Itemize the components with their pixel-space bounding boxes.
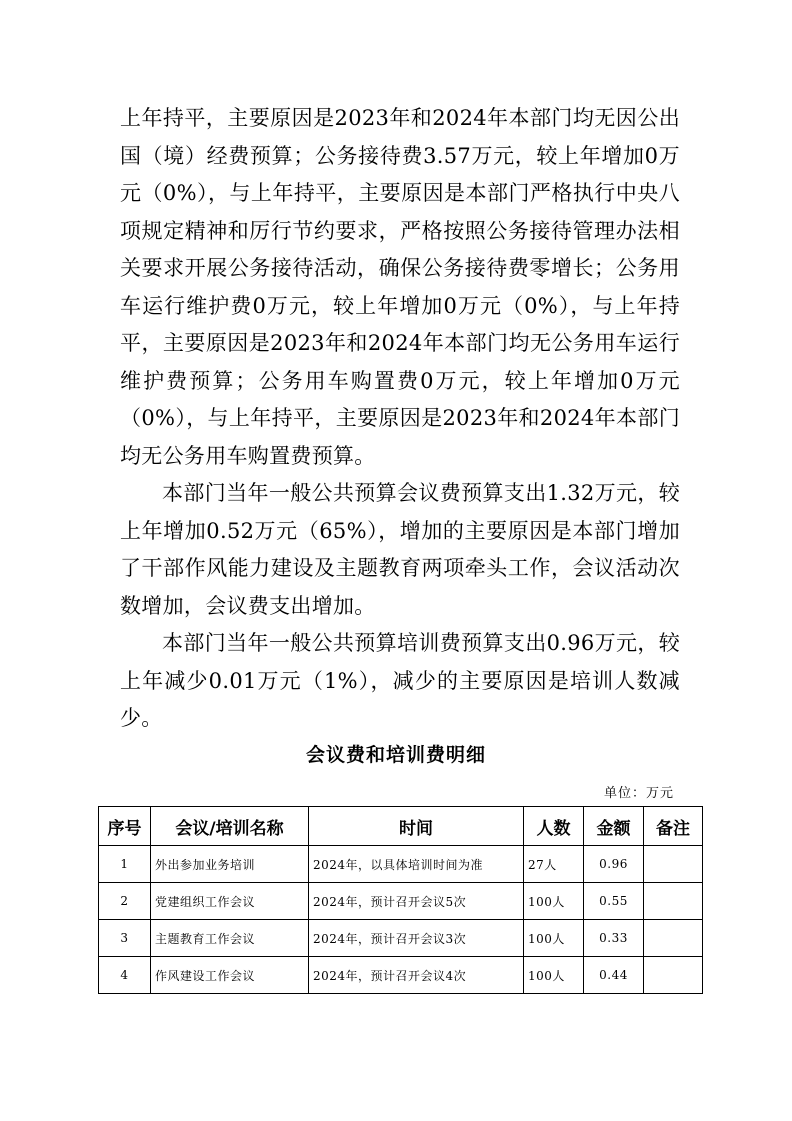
header-time: 时间 — [309, 807, 524, 846]
cell-time: 2024年，预计召开会议4次 — [309, 957, 524, 994]
cell-index: 1 — [99, 846, 151, 883]
cell-amount: 0.96 — [584, 846, 644, 883]
table-row — [99, 957, 703, 994]
cell-people: 100人 — [524, 920, 584, 957]
cell-people: 100人 — [524, 957, 584, 994]
cell-time: 2024年，预计召开会议3次 — [309, 920, 524, 957]
cell-people: 27人 — [524, 846, 584, 883]
cell-index: 2 — [99, 883, 151, 920]
cell-note — [644, 920, 703, 957]
table-row — [99, 920, 703, 957]
header-amount: 金额 — [584, 807, 644, 846]
meeting-training-table — [98, 806, 703, 994]
paragraph-training-fee: 本部门当年一般公共预算培训费预算支出0.96万元，较上年减少0.01万元（1%），减少的主要原因是培训人数减少。 — [120, 631, 680, 730]
unit-label: 单位：万元 — [603, 786, 674, 801]
table-row — [99, 846, 703, 883]
cell-index: 3 — [99, 920, 151, 957]
cell-time: 2024年，以具体培训时间为准 — [309, 846, 524, 883]
cell-amount: 0.33 — [584, 920, 644, 957]
cell-name: 外出参加业务培训 — [151, 846, 309, 883]
cell-amount: 0.44 — [584, 957, 644, 994]
cell-index: 4 — [99, 957, 151, 994]
paragraph-public-funds: 上年持平，主要原因是2023年和2024年本部门均无因公出国（境）经费预算；公务接待费3.57万元，较上年增加0万元（0%），与上年持平，主要原因是本部门严格执行中央八项规定精神和厉行节约要求，严格按照公务接待管理办法相关要求开展公务接待活动，确保公务接待费零增长；公务用车运行维护费0万元，较上年增加0万元（0%），与上年持平，主要原因是2023年和2024年本部门均无公务用车运行维护费预算；公务用车购置费0万元，较上年增加0万元（0%），与上年持平，主要原因是2023年和2024年本部门均无公务用车购置费预算。 — [120, 106, 680, 468]
paragraph-meeting-fee: 本部门当年一般公共预算会议费预算支出1.32万元，较上年增加0.52万元（65%），增加的主要原因是本部门增加了干部作风能力建设及主题教育两项牵头工作，会议活动次数增加，会议费支出增加。 — [120, 481, 680, 618]
header-note: 备注 — [644, 807, 703, 846]
cell-name: 主题教育工作会议 — [151, 920, 309, 957]
cell-note — [644, 846, 703, 883]
cell-time: 2024年，预计召开会议5次 — [309, 883, 524, 920]
cell-name: 作风建设工作会议 — [151, 957, 309, 994]
header-name: 会议/培训名称 — [151, 807, 309, 846]
table-header-row — [99, 807, 703, 846]
cell-note — [644, 957, 703, 994]
table-row — [99, 883, 703, 920]
cell-name: 党建组织工作会议 — [151, 883, 309, 920]
cell-amount: 0.55 — [584, 883, 644, 920]
header-index: 序号 — [99, 807, 151, 846]
body-text — [120, 100, 680, 738]
table-title: 会议费和培训费明细 — [305, 744, 486, 766]
cell-note — [644, 883, 703, 920]
header-people: 人数 — [524, 807, 584, 846]
cell-people: 100人 — [524, 883, 584, 920]
